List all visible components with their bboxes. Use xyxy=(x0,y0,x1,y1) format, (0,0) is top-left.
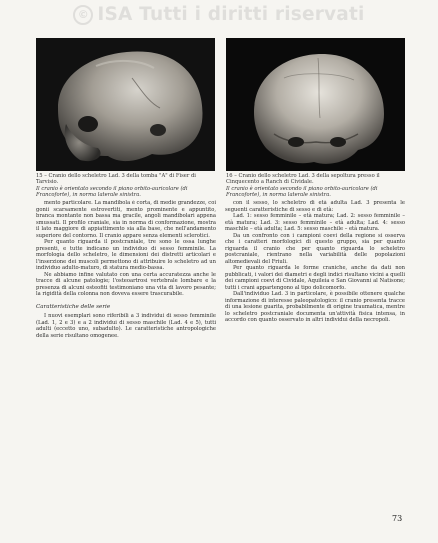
paragraph: mento particolare. La mandibola è corta, di medie grandezze, coi gonii scarsamente estrovertiti, mento prominente e appuntito, branca montante non bassa ma gracile, angoli mandibolari appena smussati. Il profilo craniale, sia in norma di conformazione, mostra il lato maggiore di appiattimento sia alla base, che nell'andamento superiore del contorno. Il cranio appare senza elementi sclerotici. xyxy=(36,200,216,239)
paragraph: Per quanto riguarda il postcraniale, tre sono le ossa lunghe presenti, e tutte indicano un individuo di sesso femminile. La morfologia dello scheletro, le dimensioni dei distretti articolari e l'inserzione dei muscoli permettono di attribuire lo scheletro ad un individuo adulto-maturo, di statura medio-bassa. xyxy=(36,239,216,271)
paragraph: Lad. 1: sesso femminile – età matura; Lad. 2: sesso femminile – età matura; Lad. 3: sesso femminile – età adulta; Lad. 4: sesso maschile – età adulta; Lad. 5: sesso maschile – età matura. xyxy=(225,213,405,232)
paragraph: I nuovi esemplari sono riferibili a 3 individui di sesso femminile (Lad. 1, 2 e 3) e a 2 individui di sesso maschile (Lad. 4 e 5), tutti adulti (eccetto uno, subadulto). Le caratteristiche antropologiche della serie risultano omogenee. xyxy=(36,313,216,339)
paragraph: Da un confronto con i campioni coevi della regione si osserva che i caratteri morfologici di questo gruppo, sia per quanto riguarda il cranio che per quanto riguarda lo scheletro postcraniale, rientrano nella variabilità delle popolazioni altomedievali del Friuli. xyxy=(225,232,405,265)
watermark-text: ISA Tutti i diritti riservati xyxy=(97,4,365,25)
copyright-icon: © xyxy=(73,5,93,25)
figure-caption-left xyxy=(36,173,218,198)
figure-caption-left-title: 15 – Cranio dello scheletro Lad. 3 della tomba "A" di Fiser di Tarvisio. xyxy=(36,173,196,186)
paragraph: Ne abbiamo infine valutato con una certa accuratezza anche le tracce di alcune patologie; l'osteoartrosi vertebrale lombare e la presenza di alcuni osteofiti testimoniano una vita di lavoro pesante; la rigidità della colonna non doveva essere trascurabile. xyxy=(36,271,216,297)
skull-lateral-image xyxy=(36,38,215,171)
paragraph: con il sesso, lo scheletro di età adulta Lad. 3 presenta le seguenti caratteristiche di sesso e di età: xyxy=(225,200,405,213)
figure-caption-right-title: 16 – Cranio dello scheletro Lad. 3 della sepoltura presso il Cinquecento a Ranch di Cividale. xyxy=(226,173,380,186)
section-heading: Caratteristiche delle serie xyxy=(36,303,111,310)
watermark xyxy=(0,4,438,25)
paragraph: Dall'individuo Lad. 3 in particolare, è possibile ottenere qualche informazione di interesse paleopatologico: il cranio presenta tracce di una lesione guarita, probabilmente di origine traumatica, mentre lo scheletro postcraniale documenta un'attività fisica intensa, in accordo con quanto osservato in altri individui della necropoli. xyxy=(225,291,405,323)
skull-photo-cranial xyxy=(226,38,405,171)
skull-cranial-image xyxy=(226,38,405,171)
figure-caption-right xyxy=(226,173,408,198)
figure-caption-right-desc: Il cranio è orientato secondo il piano orbito-auricolare (di Francoforte), in norma laterale sinistra. xyxy=(226,185,378,198)
page-number: 73 xyxy=(392,514,403,523)
figure-caption-left-desc: Il cranio è orientato secondo il piano orbito-auricolare (di Francoforte), in norma laterale sinistra. xyxy=(36,185,188,198)
text-column-right xyxy=(225,200,405,510)
skull-photo-lateral xyxy=(36,38,215,171)
paragraph: Per quanto riguarda le forme craniche, anche da dati non pubblicati, i valori dei diametri e degli indici risultano vicini a quelli dei campioni coevi di Cividale, Aquileia e San Giovanni al Natisone; tutti i crani appartengono al tipo dolicomorfo. xyxy=(225,265,405,291)
text-column-left xyxy=(36,200,216,510)
